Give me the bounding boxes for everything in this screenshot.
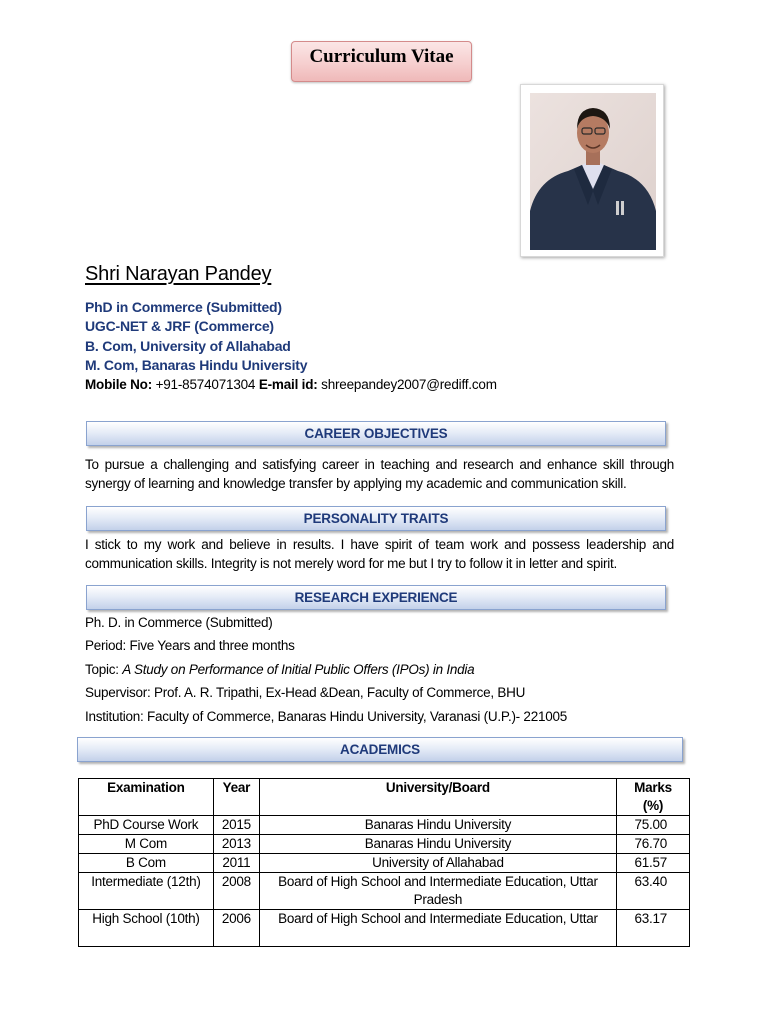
column-header-marks: Marks (%)	[617, 779, 690, 816]
research-period	[85, 636, 567, 659]
table-row	[79, 910, 690, 947]
table-row	[79, 816, 690, 835]
cell-board: Banaras Hindu University	[259, 835, 616, 854]
qualification-list	[85, 298, 307, 375]
topic-value: A Study on Performance of Initial Public Offers (IPOs) in India	[122, 661, 475, 677]
cell-exam: Intermediate (12th)	[79, 873, 214, 910]
personality-traits-heading: PERSONALITY TRAITS	[86, 506, 666, 531]
document-title: Curriculum Vitae	[291, 41, 472, 82]
supervisor-label: Supervisor:	[85, 685, 155, 701]
career-objectives-heading: CAREER OBJECTIVES	[86, 421, 666, 446]
research-institution	[85, 707, 567, 730]
cell-marks: 63.40	[617, 873, 690, 910]
cell-marks: 63.17	[617, 910, 690, 947]
research-supervisor	[85, 683, 567, 706]
cell-exam: M Com	[79, 835, 214, 854]
cell-board: Board of High School and Intermediate Education, Uttar	[259, 910, 616, 947]
cell-marks: 61.57	[617, 854, 690, 873]
qualification-item: PhD in Commerce (Submitted)	[85, 299, 282, 315]
cell-year: 2006	[213, 910, 259, 947]
table-row	[79, 835, 690, 854]
academics-heading: ACADEMICS	[77, 737, 683, 762]
period-label: Period:	[85, 638, 130, 654]
email-label: E-mail id:	[258, 377, 318, 392]
cell-exam: PhD Course Work	[79, 816, 214, 835]
research-degree: Ph. D. in Commerce (Submitted)	[85, 615, 273, 630]
qualification-item: M. Com, Banaras Hindu University	[85, 356, 308, 373]
cell-board: Board of High School and Intermediate Education, Uttar Pradesh	[259, 873, 616, 910]
profile-photo-image	[530, 93, 656, 250]
institution-value: Faculty of Commerce, Banaras Hindu University, Varanasi (U.P.)- 221005	[147, 708, 567, 724]
column-header-year: Year	[213, 779, 259, 816]
table-header-row	[79, 779, 690, 816]
cell-board: University of Allahabad	[259, 854, 616, 873]
email-address: shreepandey2007@rediff.com	[321, 377, 497, 392]
period-value: Five Years and three months	[129, 638, 295, 654]
column-header-examination: Examination	[79, 779, 214, 816]
profile-photo	[520, 84, 664, 257]
qualification-item: B. Com, University of Allahabad	[85, 337, 291, 354]
research-details	[85, 613, 567, 730]
cell-year: 2015	[213, 816, 259, 835]
mobile-label: Mobile No:	[85, 377, 152, 392]
institution-label: Institution:	[85, 708, 148, 724]
qualification-item: UGC-NET & JRF (Commerce)	[85, 318, 274, 335]
supervisor-value: Prof. A. R. Tripathi, Ex-Head &Dean, Faculty of Commerce, BHU	[154, 685, 526, 701]
contact-line	[85, 376, 497, 394]
cell-exam: High School (10th)	[79, 910, 214, 947]
candidate-name: Shri Narayan Pandey	[85, 263, 272, 285]
table-row	[79, 854, 690, 873]
research-topic	[85, 660, 567, 683]
academics-table	[78, 778, 690, 947]
mobile-number: +91-8574071304	[155, 377, 256, 392]
cell-board: Banaras Hindu University	[259, 816, 616, 835]
career-objectives-text: To pursue a challenging and satisfying career in teaching and research and enhance skill through synergy of learning and knowledge transfer by applying my academic and communication skill.	[85, 457, 674, 491]
column-header-university: University/Board	[259, 779, 616, 816]
table-row	[79, 873, 690, 910]
cell-marks: 75.00	[617, 816, 690, 835]
cell-exam: B Com	[79, 854, 214, 873]
research-experience-heading: RESEARCH EXPERIENCE	[86, 585, 666, 610]
personality-traits-text: I stick to my work and believe in results. I have spirit of team work and possess leadership and communication skills. Integrity is not merely word for me but I try to follow it in letter and spirit.	[85, 537, 674, 571]
cell-marks: 76.70	[617, 835, 690, 854]
topic-label: Topic:	[85, 661, 123, 677]
cell-year: 2008	[213, 873, 259, 910]
cell-year: 2013	[213, 835, 259, 854]
cell-year: 2011	[213, 854, 259, 873]
